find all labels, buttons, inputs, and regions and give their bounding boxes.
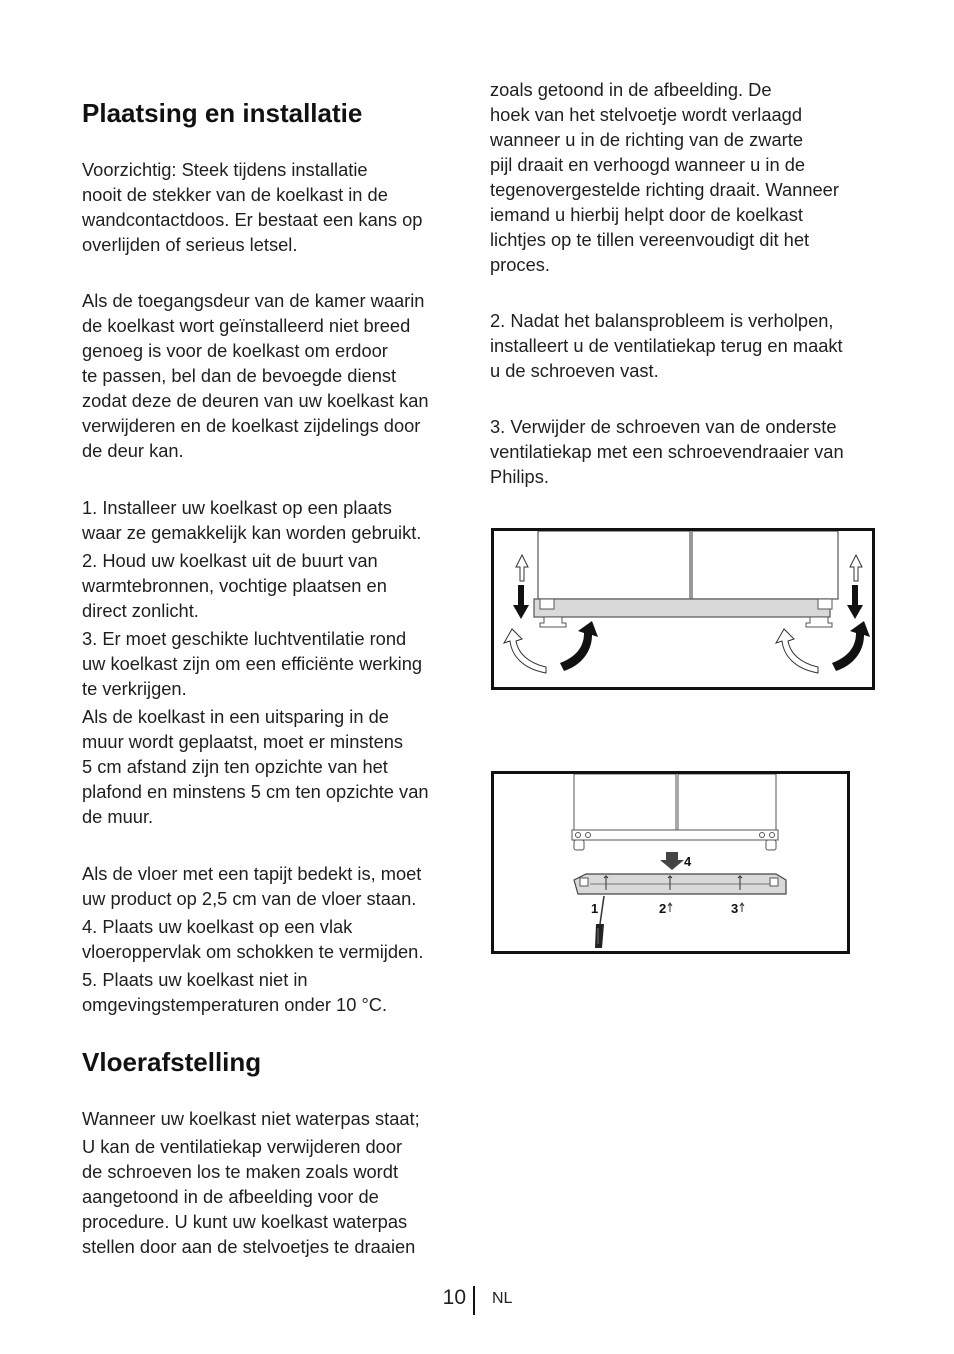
language-code: NL bbox=[492, 1290, 513, 1307]
leveling-feet-illustration bbox=[494, 531, 872, 687]
left-door-bottom bbox=[538, 531, 690, 599]
fridge-right-door bbox=[678, 774, 776, 830]
right-foot bbox=[766, 840, 776, 850]
right-ccw-rotation-arrow-icon bbox=[776, 629, 818, 673]
right-foot-icon bbox=[806, 617, 832, 627]
left-foot bbox=[574, 840, 584, 850]
caution-paragraph: Voorzichtig: Steek tijdens installatie nooit de stekker van de koelkast in de wandcontactdoos. Er bestaat een kans op overlijden of serieus letsel. bbox=[82, 159, 423, 255]
section-title-floor-adjustment: Vloerafstelling bbox=[82, 1047, 262, 1077]
list-item-3: 3. Er moet geschikte luchtventilatie rond uw koelkast zijn om een efficiënte werking te verkrijgen. bbox=[82, 628, 423, 699]
right-cw-rotation-arrow-icon bbox=[832, 621, 870, 671]
left-up-down-arrow-icon bbox=[513, 555, 529, 619]
left-column bbox=[82, 98, 467, 1259]
remove-screws-paragraph: 3. Verwijder de schroeven van de onderste ventilatiekap met een schroevendraaier van Philips. bbox=[490, 416, 844, 487]
left-cw-rotation-arrow-icon bbox=[560, 621, 598, 671]
leveling-feet-figure bbox=[491, 528, 875, 690]
section-title-placement: Plaatsing en installatie bbox=[82, 98, 363, 128]
step-label-4: 4 bbox=[684, 854, 692, 869]
left-hinge bbox=[540, 599, 554, 609]
page-number: 10 bbox=[442, 1286, 466, 1309]
right-column bbox=[490, 77, 880, 489]
list-item-4: 4. Plaats uw koelkast op een vlak vloeroppervlak om schokken te vermijden. bbox=[82, 916, 424, 962]
left-ccw-rotation-arrow-icon bbox=[504, 629, 546, 673]
list-item-2: 2. Houd uw koelkast uit de buurt van warmtebronnen, vochtige plaatsen en direct zonlicht. bbox=[82, 550, 387, 621]
left-foot-icon bbox=[540, 617, 566, 627]
fridge-left-door bbox=[574, 774, 676, 830]
fridge-base bbox=[572, 830, 778, 840]
base-plinth bbox=[534, 599, 830, 617]
door-width-paragraph: Als de toegangsdeur van de kamer waarin de koelkast wort geïnstalleerd niet breed genoeg is voor de koelkast om erdoor te passen, bel dan de bevoegde dienst zodat deze de deuren van uw koelkast kan verwijderen en de koelkast zijdelings door de deur kan. bbox=[82, 290, 429, 461]
carpet-paragraph: Als de vloer met een tapijt bedekt is, moet uw product op 2,5 cm van de vloer staan. bbox=[82, 863, 422, 909]
right-door-bottom bbox=[692, 531, 838, 599]
remove-cover-arrow-icon bbox=[660, 852, 684, 870]
feet-rotation-paragraph: zoals getoond in de afbeelding. De hoek van het stelvoetje wordt verlaagd wanneer u in de richting van de zwarte pijl draait en verhoogd wanneer u in de tegenovergestelde richting draait. Wanneer iemand u hierbij helpt door de koelkast lichtjes op te tillen vereenvoudigt dit het proces. bbox=[490, 79, 839, 275]
step-label-3: 3 bbox=[731, 901, 739, 916]
step-label-2: 2 bbox=[659, 901, 667, 916]
right-up-down-arrow-icon bbox=[847, 555, 863, 619]
not-level-paragraph: Wanneer uw koelkast niet waterpas staat; bbox=[82, 1108, 420, 1129]
recess-paragraph: Als de koelkast in een uitsparing in de muur wordt geplaatst, moet er minstens 5 cm afstand zijn ten opzichte van het plafond en minstens 5 cm ten opzichte van de muur. bbox=[82, 706, 429, 827]
step-label-1: 1 bbox=[591, 901, 599, 916]
list-item-1: 1. Installeer uw koelkast op een plaats waar ze gemakkelijk kan worden gebruikt. bbox=[82, 497, 422, 543]
vent-cover-illustration bbox=[494, 774, 847, 951]
reinstall-paragraph: 2. Nadat het balansprobleem is verholpen, installeert u de ventilatiekap terug en maakt u de schroeven vast. bbox=[490, 310, 843, 381]
footer-divider bbox=[473, 1286, 475, 1315]
vent-cover-paragraph: U kan de ventilatiekap verwijderen door de schroeven los te maken zoals wordt aangetoond in de afbeelding voor de procedure. U kunt uw koelkast waterpas stellen door aan de stelvoetjes te draaien bbox=[82, 1136, 416, 1257]
vent-cover-figure bbox=[491, 771, 850, 954]
list-item-5: 5. Plaats uw koelkast niet in omgevingstemperaturen onder 10 °C. bbox=[82, 969, 388, 1015]
page-footer bbox=[0, 1286, 954, 1316]
right-hinge bbox=[818, 599, 832, 609]
